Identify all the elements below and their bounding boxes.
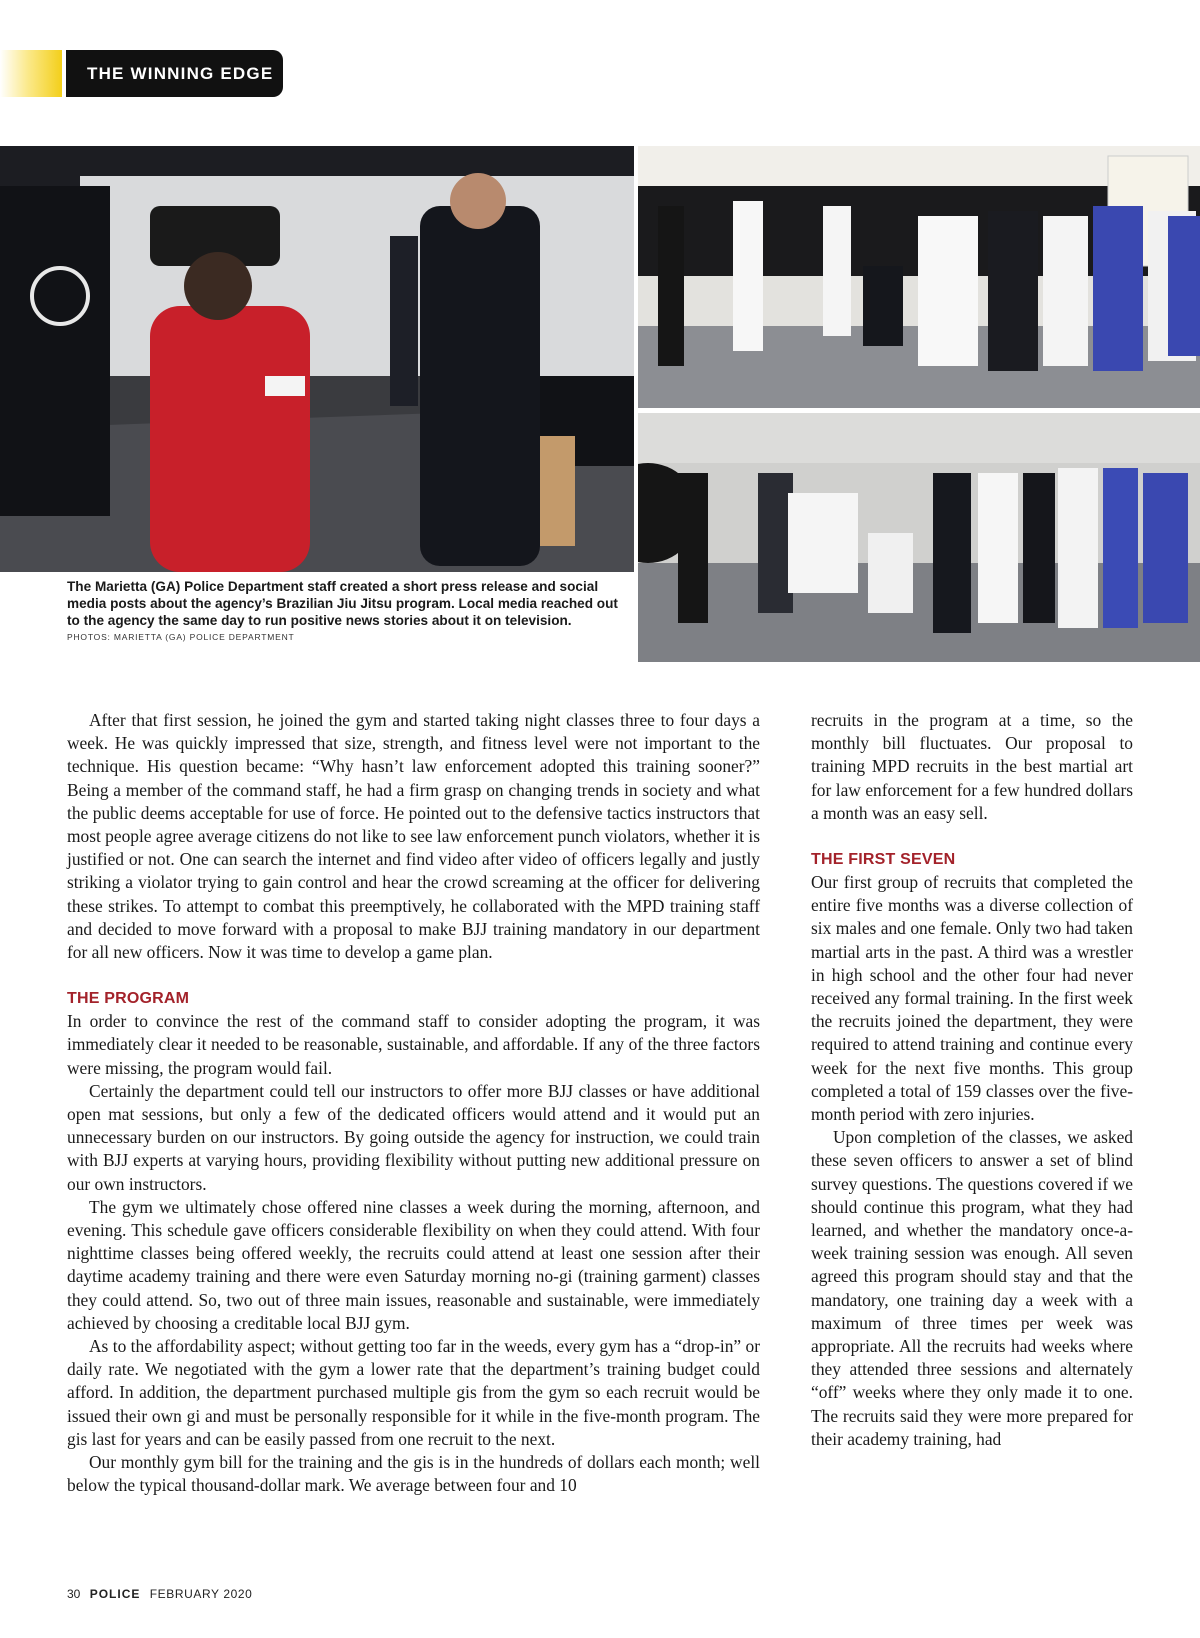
- section-heading-program: THE PROGRAM: [67, 990, 190, 1008]
- paragraph: In order to convince the rest of the command staff to consider adopting the program, it was immediately clear it needed to be reasonable, sustainable, and affordable. If any of the three factors were missing, the program would fail.: [67, 1011, 760, 1078]
- page-number: 30: [67, 1587, 81, 1601]
- paragraph: The gym we ultimately chose offered nine classes a week during the morning, afternoon, and evening. This schedule gave officers considerable flexibility on when they could attend. With four nighttime classes being offered weekly, the recruits could attend at least one session after their daytime academy training and there were even Saturday morning no-gi (training garment) classes they could attend. So, two out of three main issues, reasonable and sustainable, were immediately achieved by choosing a creditable local BJJ gym.: [67, 1196, 760, 1333]
- paragraph: After that first session, he joined the gym and started taking night classes three to four days a week. He was quickly impressed that size, strength, and fitness level were not important to the technique. His question became: “Why hasn’t law enforcement adopted this training sooner?” Being a member of the command staff, he had a firm grasp on changing trends in society and what the public deems acceptable for use of force. He pointed out to the defensive tactics instructors that most people agree average citizens do not like to see law enforcement punch violators, whether it is justified or not. One can search the internet and find video after video of officers legally and justly striking a violator trying to gain control and hear the crowd screaming at the officer for delivering these strikes. To attempt to combat this preemptively, he collaborated with the MPD training staff and decided to move forward with a proposal to make BJJ training mandatory in our department for all new officers. Now it was time to develop a game plan.: [67, 710, 760, 963]
- page-footer: [67, 1587, 252, 1601]
- paragraph: Our first group of recruits that completed the entire five months was a diverse collection of six males and one female. Only two had taken martial arts in the past. A third was a wrestler in high school and the other four had never received any formal training. In the first week the recruits joined the department, they were required to attend training and continue every week for the next five months. This group completed a total of 159 classes over the five-month period with zero injuries.: [811, 872, 1133, 1125]
- publication-name: POLICE: [89, 1587, 141, 1601]
- paragraph: Our monthly gym bill for the training and the gis is in the hundreds of dollars each month; well below the typical thousand-dollar mark. We average between four and 10: [67, 1452, 760, 1496]
- photo-class-demo: [638, 413, 1200, 662]
- article-column-right: [811, 709, 1133, 1451]
- photo-interview: [0, 146, 634, 572]
- photo-caption: The Marietta (GA) Police Department staff created a short press release and social media posts about the agency’s Brazilian Jiu Jitsu program. Local media reached out to the agency the same day to run positive news stories about it on television.: [67, 579, 618, 628]
- paragraph: recruits in the program at a time, so the monthly bill fluctuates. Our proposal to training MPD recruits in the best martial art for law enforcement for a few hundred dollars a month was an easy sell.: [811, 710, 1133, 823]
- paragraph: Upon completion of the classes, we asked these seven officers to answer a set of blind survey questions. The questions covered if we should continue this program, what they had learned, and whether the mandatory once-a-week training session was enough. All seven agreed this program should stay and that the mandatory, one training day a week with a maximum of three times per week was appropriate. All the recruits had weeks where they attended three sessions and alternately “off” weeks where they only made it to one. The recruits said they were more prepared for their academy training, had: [811, 1127, 1133, 1449]
- paragraph: As to the affordability aspect; without getting too far in the weeds, every gym has a “drop-in” or daily rate. We negotiated with the gym a lower rate that the department’s training budget could afford. In addition, the department purchased multiple gis from the gym so each recruit would be issued their own gi and must be personally responsible for it while in the five-month program. The gis last for years and can be easily passed from one recruit to the next.: [67, 1336, 760, 1449]
- paragraph: Certainly the department could tell our instructors to offer more BJJ classes or have additional open mat sessions, but only a few of the dedicated officers would attend and it would put an unnecessary burden on our instructors. By going outside the agency for instruction, we could train with BJJ experts at varying hours, providing flexibility without putting new additional pressure on our own instructors.: [67, 1080, 760, 1194]
- photo-credit: PHOTOS: MARIETTA (GA) POLICE DEPARTMENT: [67, 632, 295, 642]
- article-column-left: [67, 709, 760, 1498]
- section-heading-first-seven: THE FIRST SEVEN: [811, 851, 956, 869]
- photo-class-circle: [638, 146, 1200, 408]
- section-tab: THE WINNING EDGE: [66, 50, 283, 97]
- issue-date: FEBRUARY 2020: [149, 1587, 253, 1601]
- section-tab-accent: [0, 50, 62, 97]
